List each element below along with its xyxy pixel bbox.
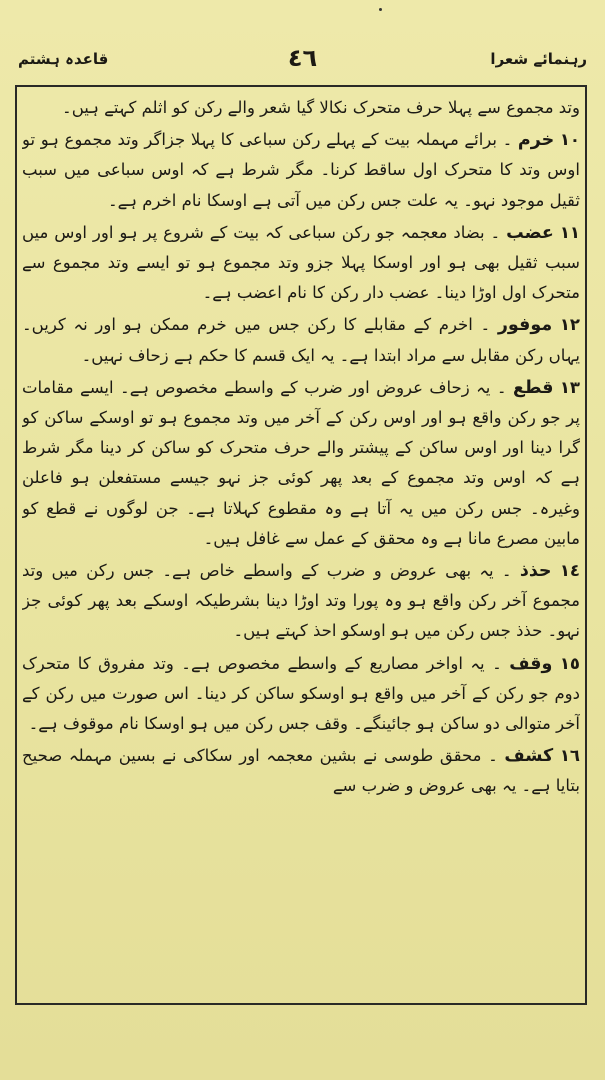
paragraph-text: اخرم کے مقابلے کا رکن جس میں خرم ممکن ہو اور نہ کریں۔ یہاں رکن مقابل سے مراد ابتدا ہے۔ یہ ایک قسم کا حکم ہے زحاف نہیں۔ bbox=[22, 315, 580, 365]
paragraph-hazaz: ١٤ حذذ ۔ یہ بھی عروض و ضرب کے واسطے خاص ہے۔ جس رکن میں وتد مجموع آخر رکن واقع ہو وہ پورا وتد اوڑا دینا بشرطیکہ اوسکے بعد پھر کوئی جز نہو۔ حذذ جس رکن میں ہو اوسکو احذ کہتے ہیں۔ bbox=[22, 561, 580, 641]
paragraph-text: یہ اواخر مصاریع کے واسطے مخصوص ہے۔ وتد مفروق کا متحرک دوم جو رکن کے آخر میں واقع ہو اوسکو ساکن کر دینا۔ اس صورت میں رکن کے آخر متوالی دو ساکن ہو جائینگے۔ وقف جس رکن میں ہو اوسکا نام موقوف ہے۔ bbox=[22, 653, 580, 734]
page-number: ٤٦ bbox=[287, 44, 318, 72]
body-text bbox=[22, 93, 580, 998]
paragraph-qata: ١٣ قطع ۔ یہ زحاف عروض اور ضرب کے واسطے مخصوص ہے۔ ایسے مقامات پر جو رکن واقع ہو اور اوس رکن کے آخر میں وتد مجموع ہو تو اوسکے ساکن کو گرا دینا اور اوس ساکن کے پیشتر والے حرف متحرک کو ساکن کر دینا مگر شرط ہے کہ اوس وتد مجموع کے بعد پھر کوئی جز نہو جیسے مستفعلن ہو فاعلن وغیرہ۔ جس رکن میں یہ آتا ہے وہ مقطوع کہلاتا ہے۔ جن لوگوں نے قطع کو مابین مصرع مانا ہے وہ محقق کے عمل سے غافل ہیں۔ bbox=[22, 377, 580, 548]
paragraph-text: محقق طوسی نے بشین معجمہ اور سکاکی نے بسین مہملہ صحیح بتایا ہے۔ یہ بھی عروض و ضرب سے bbox=[22, 746, 580, 796]
paragraph-term: حذذ bbox=[519, 561, 552, 582]
paragraph-text: وتد مجموع سے پہلا حرف متحرک نکالا گیا شعر والے رکن کو اثلم کہتے ہیں۔ bbox=[62, 98, 580, 117]
paragraph-text: یہ بھی عروض و ضرب کے واسطے خاص ہے۔ جس رکن میں وتد مجموع آخر رکن واقع ہو وہ پورا وتد اوڑا دینا بشرطیکہ اوسکے بعد پھر کوئی جز نہو۔ حذذ جس رکن میں ہو اوسکو احذ کہتے ہیں۔ bbox=[22, 561, 580, 641]
paragraph-text: بضاد معجمہ جو رکن سباعی کہ بیت کے شروع پر ہو اور اوس میں سبب ثقیل بھی ہو اور اوسکا پہلا جزو وتد مجموع ہو تو ایسے وتد مجموع سے متحرک اول اوڑا دینا۔ عضب دار رکن کا نام اعضب ہے۔ bbox=[22, 222, 580, 303]
paragraph-number: ١٥ bbox=[559, 653, 580, 673]
paragraph-kashf: ١٦ کشف ۔ محقق طوسی نے بشین معجمہ اور سکاکی نے بسین مہملہ صحیح بتایا ہے۔ یہ بھی عروض و ضرب سے bbox=[22, 746, 580, 796]
paragraph-number: ١٣ bbox=[559, 377, 580, 397]
chapter-title: قاعدہ ہشتم bbox=[18, 50, 109, 68]
paragraph-khurm: ١٠ خرم ۔ برائے مہملہ بیت کے پہلے رکن سباعی کا پہلا جزاگر وتد مجموع ہو تو اوس وتد کا متحرک اول ساقط کرنا۔ مگر شرط ہے کہ اوس سباعی میں سبب ثقیل موجود نہو۔ یہ علت جس رکن میں آتی ہے اوسکا نام اخرم ہے۔ bbox=[22, 130, 580, 210]
paragraph-waqf: ١٥ وقف ۔ یہ اواخر مصاریع کے واسطے مخصوص ہے۔ وتد مفروق کا متحرک دوم جو رکن کے آخر میں واقع ہو اوسکو ساکن کر دینا۔ اس صورت میں رکن کے آخر متوالی دو ساکن ہو جائینگے۔ وقف جس رکن میں ہو اوسکا نام موقوف ہے۔ bbox=[22, 653, 580, 734]
paragraph-azb: ١١ عضب ۔ بضاد معجمہ جو رکن سباعی کہ بیت کے شروع پر ہو اور اوس میں سبب ثقیل بھی ہو اور اوسکا پہلا جزو وتد مجموع ہو تو ایسے وتد مجموع سے متحرک اول اوڑا دینا۔ عضب دار رکن کا نام اعضب ہے۔ bbox=[22, 222, 580, 303]
paragraph-intro bbox=[22, 93, 580, 123]
paragraph-term: قطع bbox=[512, 377, 554, 398]
paragraph-number: ١١ bbox=[559, 222, 580, 242]
paragraph-number: ١٢ bbox=[559, 315, 580, 335]
paragraph-term: موفور bbox=[497, 315, 553, 336]
paragraph-term: وقف bbox=[509, 653, 553, 674]
page-header bbox=[14, 44, 591, 84]
paragraph-term: خرم bbox=[517, 130, 555, 151]
paragraph-term: عضب bbox=[506, 222, 554, 243]
paragraph-text: یہ زحاف عروض اور ضرب کے واسطے مخصوص ہے۔ ایسے مقامات پر جو رکن واقع ہو اور اوس رکن کے آخر میں وتد مجموع ہو تو اوسکے ساکن کو گرا دینا اور اوس ساکن کے پیشتر والے حرف متحرک کو ساکن کر دینا مگر شرط ہے کہ اوس وتد مجموع کے بعد پھر کوئی جز نہو جیسے مستفعلن ہو فاعلن وغیرہ۔ جس رکن میں یہ آتا ہے وہ مقطوع کہلاتا ہے۔ جن لوگوں نے قطع کو مابین مصرع مانا ہے وہ محقق کے عمل سے غافل ہیں۔ bbox=[22, 377, 580, 548]
paragraph-term: کشف bbox=[504, 746, 554, 767]
paragraph-number: ١٠ bbox=[559, 130, 580, 150]
paragraph-text: برائے مہملہ بیت کے پہلے رکن سباعی کا پہلا جزاگر وتد مجموع ہو تو اوس وتد کا متحرک اول ساقط کرنا۔ مگر شرط ہے کہ اوس سباعی میں سبب ثقیل موجود نہو۔ یہ علت جس رکن میں آتی ہے اوسکا نام اخرم ہے۔ bbox=[22, 130, 580, 210]
paragraph-number: ١٤ bbox=[559, 561, 580, 581]
book-title: رہنمائے شعرا bbox=[490, 50, 587, 68]
ink-dot bbox=[379, 8, 382, 11]
paragraph-number: ١٦ bbox=[559, 746, 580, 766]
paragraph-mawfur: ١٢ موفور ۔ اخرم کے مقابلے کا رکن جس میں خرم ممکن ہو اور نہ کریں۔ یہاں رکن مقابل سے مراد ابتدا ہے۔ یہ ایک قسم کا حکم ہے زحاف نہیں۔ bbox=[22, 315, 580, 365]
